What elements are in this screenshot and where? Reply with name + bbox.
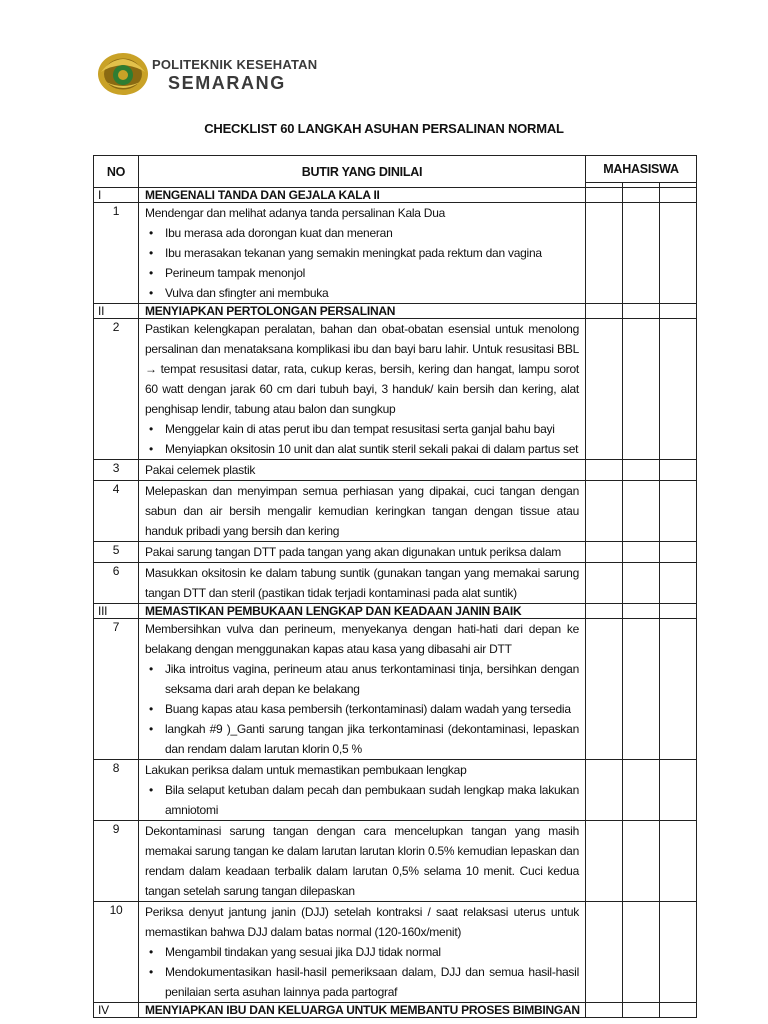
score-cell[interactable] — [660, 481, 697, 542]
score-cell[interactable] — [660, 203, 697, 304]
score-cell[interactable] — [660, 1003, 697, 1018]
checklist-row — [94, 542, 697, 563]
institution-name: POLITEKNIK KESEHATAN — [152, 57, 318, 72]
score-cell[interactable] — [660, 319, 697, 460]
checklist-row — [94, 902, 697, 1003]
score-cell[interactable] — [586, 319, 623, 460]
step-number: 3 — [94, 460, 139, 481]
score-cell[interactable] — [623, 1003, 660, 1018]
score-cell[interactable] — [660, 460, 697, 481]
step-number: 10 — [94, 902, 139, 1003]
step-number: 1 — [94, 203, 139, 304]
step-number: 4 — [94, 481, 139, 542]
step-number: 5 — [94, 542, 139, 563]
step-text: Lakukan periksa dalam untuk memastikan pembukaan lengkap — [145, 763, 467, 777]
step-bullet-list — [145, 942, 579, 1002]
checklist-row — [94, 481, 697, 542]
score-cell[interactable] — [586, 304, 623, 319]
score-cell[interactable] — [623, 304, 660, 319]
column-header-item: BUTIR YANG DINILAI — [139, 156, 586, 188]
score-cell[interactable] — [586, 460, 623, 481]
step-description — [139, 319, 586, 460]
step-text: Melepaskan dan menyimpan semua perhiasan yang dipakai, cuci tangan dengan sabun dan air bersih mengalir kemudian keringkan tangan dengan tissue atau handuk pribadi yang bersih dan kering — [145, 484, 579, 538]
step-description — [139, 542, 586, 563]
score-cell[interactable] — [586, 760, 623, 821]
section-row — [94, 304, 697, 319]
section-title: MENYIAPKAN PERTOLONGAN PERSALINAN — [139, 304, 586, 319]
step-description — [139, 203, 586, 304]
step-bullet-item: • Vulva dan sfingter ani membuka — [165, 283, 579, 303]
checklist-row — [94, 760, 697, 821]
score-cell[interactable] — [623, 319, 660, 460]
step-description — [139, 619, 586, 760]
step-description — [139, 563, 586, 604]
step-text: Masukkan oksitosin ke dalam tabung suntik (gunakan tangan yang memakai sarung tangan DTT dan steril (pastikan tidak terjadi kontaminasi pada alat suntik) — [145, 566, 579, 600]
score-cell[interactable] — [623, 203, 660, 304]
checklist-row — [94, 563, 697, 604]
step-number: 9 — [94, 821, 139, 902]
score-cell[interactable] — [623, 619, 660, 760]
section-number: II — [94, 304, 139, 319]
section-row — [94, 604, 697, 619]
checklist-row — [94, 203, 697, 304]
institution-logo — [96, 50, 316, 98]
column-header-no: NO — [94, 156, 139, 188]
step-number: 6 — [94, 563, 139, 604]
column-header-mahasiswa: MAHASISWA — [586, 156, 697, 183]
checklist-row — [94, 619, 697, 760]
step-bullet-item: • Ibu merasakan tekanan yang semakin meningkat pada rektum dan vagina — [165, 243, 579, 263]
score-cell[interactable] — [586, 619, 623, 760]
score-cell[interactable] — [660, 760, 697, 821]
score-cell[interactable] — [586, 481, 623, 542]
score-cell[interactable] — [660, 563, 697, 604]
step-description — [139, 760, 586, 821]
section-number: IV — [94, 1003, 139, 1018]
score-cell[interactable] — [586, 188, 623, 203]
step-text: Pakai sarung tangan DTT pada tangan yang akan digunakan untuk periksa dalam — [145, 545, 561, 559]
section-title: MEMASTIKAN PEMBUKAAN LENGKAP DAN KEADAAN JANIN BAIK — [139, 604, 586, 619]
score-cell[interactable] — [660, 619, 697, 760]
score-cell[interactable] — [660, 604, 697, 619]
score-cell[interactable] — [623, 902, 660, 1003]
checklist-table — [93, 155, 697, 1018]
score-cell[interactable] — [623, 760, 660, 821]
step-bullet-list — [145, 780, 579, 820]
score-cell[interactable] — [660, 304, 697, 319]
step-bullet-item: • Menggelar kain di atas perut ibu dan tempat resusitasi serta ganjal bahu bayi — [165, 419, 579, 439]
score-cell[interactable] — [586, 542, 623, 563]
checklist-body — [94, 188, 697, 1018]
section-number: I — [94, 188, 139, 203]
score-cell[interactable] — [623, 542, 660, 563]
score-cell[interactable] — [623, 188, 660, 203]
step-description — [139, 481, 586, 542]
step-bullet-item: • Buang kapas atau kasa pembersih (terkontaminasi) dalam wadah yang tersedia — [165, 699, 579, 719]
step-number: 8 — [94, 760, 139, 821]
section-title: MENYIAPKAN IBU DAN KELUARGA UNTUK MEMBANTU PROSES BIMBINGAN — [139, 1003, 586, 1018]
step-description — [139, 902, 586, 1003]
step-bullet-list — [145, 223, 579, 303]
step-bullet-item: • Mengambil tindakan yang sesuai jika DJJ tidak normal — [165, 942, 579, 962]
step-bullet-item: • Bila selaput ketuban dalam pecah dan pembukaan sudah lengkap maka lakukan amniotomi — [165, 780, 579, 820]
score-cell[interactable] — [623, 563, 660, 604]
score-cell[interactable] — [623, 481, 660, 542]
step-number: 7 — [94, 619, 139, 760]
step-bullet-item: • Perineum tampak menonjol — [165, 263, 579, 283]
score-cell[interactable] — [586, 604, 623, 619]
step-text: Membersihkan vulva dan perineum, menyekanya dengan hati-hati dari depan ke belakang dengan menggunakan kapas atau kasa yang dibasahi air DTT — [145, 622, 579, 656]
score-cell[interactable] — [660, 821, 697, 902]
step-bullet-item: • Jika introitus vagina, perineum atau anus terkontaminasi tinja, bersihkan dengan seksama dari arah depan ke belakang — [165, 659, 579, 699]
institution-city: SEMARANG — [168, 73, 286, 93]
score-cell[interactable] — [586, 821, 623, 902]
checklist-row — [94, 821, 697, 902]
section-row — [94, 1003, 697, 1018]
score-cell[interactable] — [586, 1003, 623, 1018]
step-bullet-item: • langkah #9 )_Ganti sarung tangan jika terkontaminasi (dekontaminasi, lepaskan dan rendam dalam larutan klorin 0,5 % — [165, 719, 579, 759]
step-bullet-item: • Menyiapkan oksitosin 10 unit dan alat suntik steril sekali pakai di dalam partus set — [165, 439, 579, 459]
score-cell[interactable] — [623, 604, 660, 619]
step-text: Pastikan kelengkapan peralatan, bahan dan obat-obatan esensial untuk menolong persalinan dan menataksana komplikasi ibu dan bayi baru lahir. Untuk resusitasi BBL → tempat resusitasi datar, rata, cukup keras, bersih, kering dan hangat, lampu sorot 60 watt dengan jarak 60 cm dari tubuh bayi, 3 handuk/ kain bersih dan kering, alat penghisap lendir, tabung atau balon dan sungkup — [145, 322, 579, 416]
checklist-row — [94, 460, 697, 481]
step-text: Dekontaminasi sarung tangan dengan cara mencelupkan tangan yang masih memakai sarung tangan ke dalam larutan larutan klorin 0.5% kemudian lepaskan dan rendam dalam keadaan terbalik dalam larutan 0,5% selama 10 menit. Cuci kedua tangan setelah sarung tangan dilepaskan — [145, 824, 579, 898]
step-bullet-list — [145, 419, 579, 459]
step-text: Pakai celemek plastik — [145, 463, 256, 477]
step-text: Mendengar dan melihat adanya tanda persalinan Kala Dua — [145, 206, 446, 220]
score-cell[interactable] — [660, 902, 697, 1003]
step-number: 2 — [94, 319, 139, 460]
emblem-icon — [96, 50, 150, 98]
step-description — [139, 821, 586, 902]
section-title: MENGENALI TANDA DAN GEJALA KALA II — [139, 188, 586, 203]
score-cell[interactable] — [586, 563, 623, 604]
score-cell[interactable] — [586, 203, 623, 304]
score-cell[interactable] — [660, 542, 697, 563]
score-cell[interactable] — [660, 188, 697, 203]
section-row — [94, 188, 697, 203]
checklist-row — [94, 319, 697, 460]
document-title: CHECKLIST 60 LANGKAH ASUHAN PERSALINAN NORMAL — [204, 121, 564, 136]
score-cell[interactable] — [623, 460, 660, 481]
step-description — [139, 460, 586, 481]
step-bullet-item: • Ibu merasa ada dorongan kuat dan meneran — [165, 223, 579, 243]
score-cell[interactable] — [623, 821, 660, 902]
step-bullet-list — [145, 659, 579, 759]
step-text: Periksa denyut jantung janin (DJJ) setelah kontraksi / saat relaksasi uterus untuk memastikan bahwa DJJ dalam batas normal (120-160x/menit) — [145, 905, 579, 939]
score-cell[interactable] — [586, 902, 623, 1003]
step-bullet-item: • Mendokumentasikan hasil-hasil pemeriksaan dalam, DJJ dan semua hasil-hasil penilaian serta asuhan lainnya pada partograf — [165, 962, 579, 1002]
section-number: III — [94, 604, 139, 619]
